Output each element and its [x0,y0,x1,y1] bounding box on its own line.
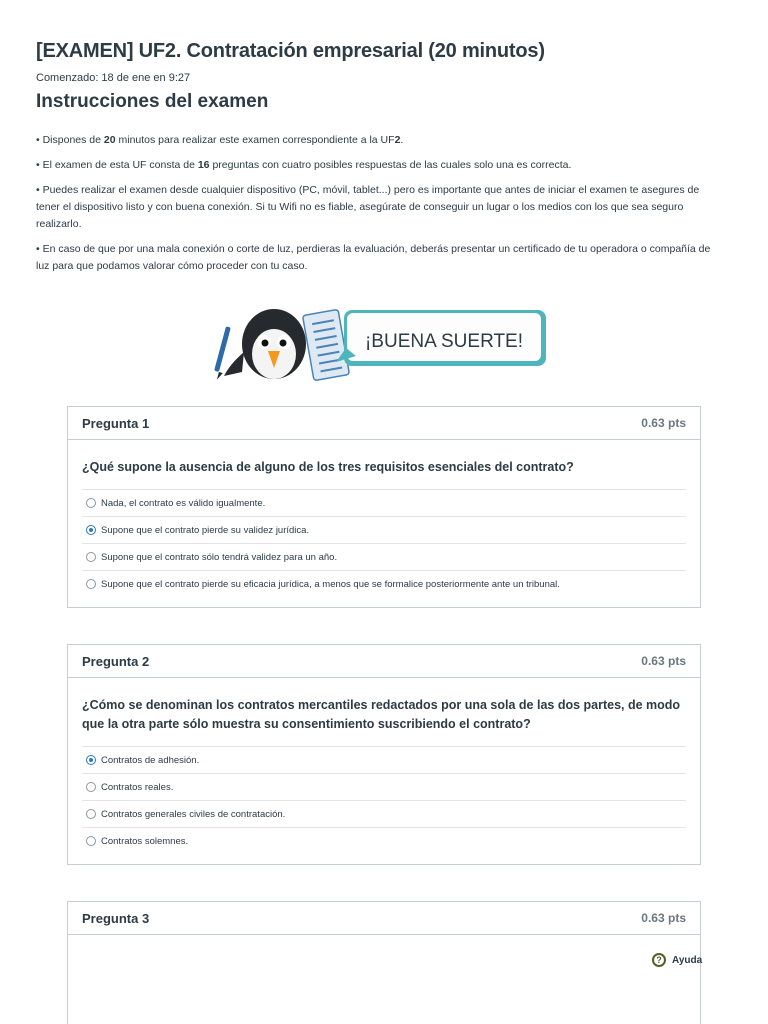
start-timestamp: Comenzado: 18 de ene en 9:27 [36,72,191,84]
banner-text: ¡BUENA SUERTE! [364,331,524,352]
answer-option[interactable] [82,773,686,800]
question-circle-icon: ? [652,953,666,967]
good-luck-banner [212,302,552,384]
answer-label: Contratos solemnes. [101,835,189,847]
instruction-item: • El examen de esta UF consta de 16 preguntas con cuatro posibles respuestas de las cuales solo una es correcta. [36,159,572,171]
radio-button[interactable] [86,782,96,792]
question-text: ¿Cómo se denominan los contratos mercantiles redactados por una sola de las dos partes, de modo que la otra parte sólo muestra su consentimiento suscribiendo el contrato? [82,698,681,731]
help-label: Ayuda [672,954,703,966]
answer-label: Supone que el contrato pierde su validez jurídica. [101,524,310,536]
instructions-heading: Instrucciones del examen [36,91,269,112]
answer-option[interactable] [82,827,686,854]
penguin-icon [224,309,306,379]
answer-option[interactable] [82,543,686,570]
radio-button-selected[interactable] [86,755,96,765]
radio-button[interactable] [86,809,96,819]
answer-option[interactable] [82,516,686,543]
question-title: Pregunta 3 [82,910,150,926]
answer-option[interactable] [82,489,686,516]
question-header [68,407,700,440]
question-points: 0.63 pts [641,654,686,668]
help-button[interactable] [652,953,702,967]
question-title: Pregunta 2 [82,653,150,669]
instructions-list [36,132,726,283]
question-text: ¿Qué supone la ausencia de alguno de los tres requisitos esenciales del contrato? [82,460,574,474]
question-points: 0.63 pts [641,416,686,430]
answer-label: Supone que el contrato pierde su eficacia jurídica, a menos que se formalice posteriormente ante un tribunal. [101,578,560,590]
question-title: Pregunta 1 [82,415,150,431]
answer-label: Supone que el contrato sólo tendrá validez para un año. [101,551,338,563]
answer-label: Contratos reales. [101,781,174,793]
answer-option[interactable] [82,746,686,773]
answer-list [82,746,686,854]
radio-button[interactable] [86,552,96,562]
answer-option[interactable] [82,800,686,827]
question-card [67,901,701,1024]
answer-option[interactable] [82,570,686,597]
question-header [68,645,700,678]
instruction-item: • En caso de que por una mala conexión o corte de luz, perdieras la evaluación, deberás presentar un certificado de tu operadora o compañía de luz para que podamos valorar cómo proceder con tu caso. [36,243,711,272]
instruction-item: • Dispones de 20 minutos para realizar este examen correspondiente a la UF2. [36,134,404,146]
document-icon [303,309,350,380]
radio-button[interactable] [86,836,96,846]
page-title: [EXAMEN] UF2. Contratación empresarial (20 minutos) [36,40,545,62]
radio-button-selected[interactable] [86,525,96,535]
answer-list [82,489,686,597]
radio-button[interactable] [86,579,96,589]
question-points: 0.63 pts [641,911,686,925]
answer-label: Contratos generales civiles de contratación. [101,808,286,820]
answer-label: Nada, el contrato es válido igualmente. [101,497,266,509]
answer-label: Contratos de adhesión. [101,754,200,766]
question-header [68,902,700,935]
radio-button[interactable] [86,498,96,508]
instruction-item: • Puedes realizar el examen desde cualquier dispositivo (PC, móvil, tablet...) pero es importante que antes de iniciar el examen te asegures de tener el dispositivo listo y con buena conexión. Si tu Wifi no es fiable, asegúrate de conseguir un lugar o los medios con los que sea seguro realizarlo. [36,184,700,230]
question-card [67,644,701,865]
question-card [67,406,701,608]
